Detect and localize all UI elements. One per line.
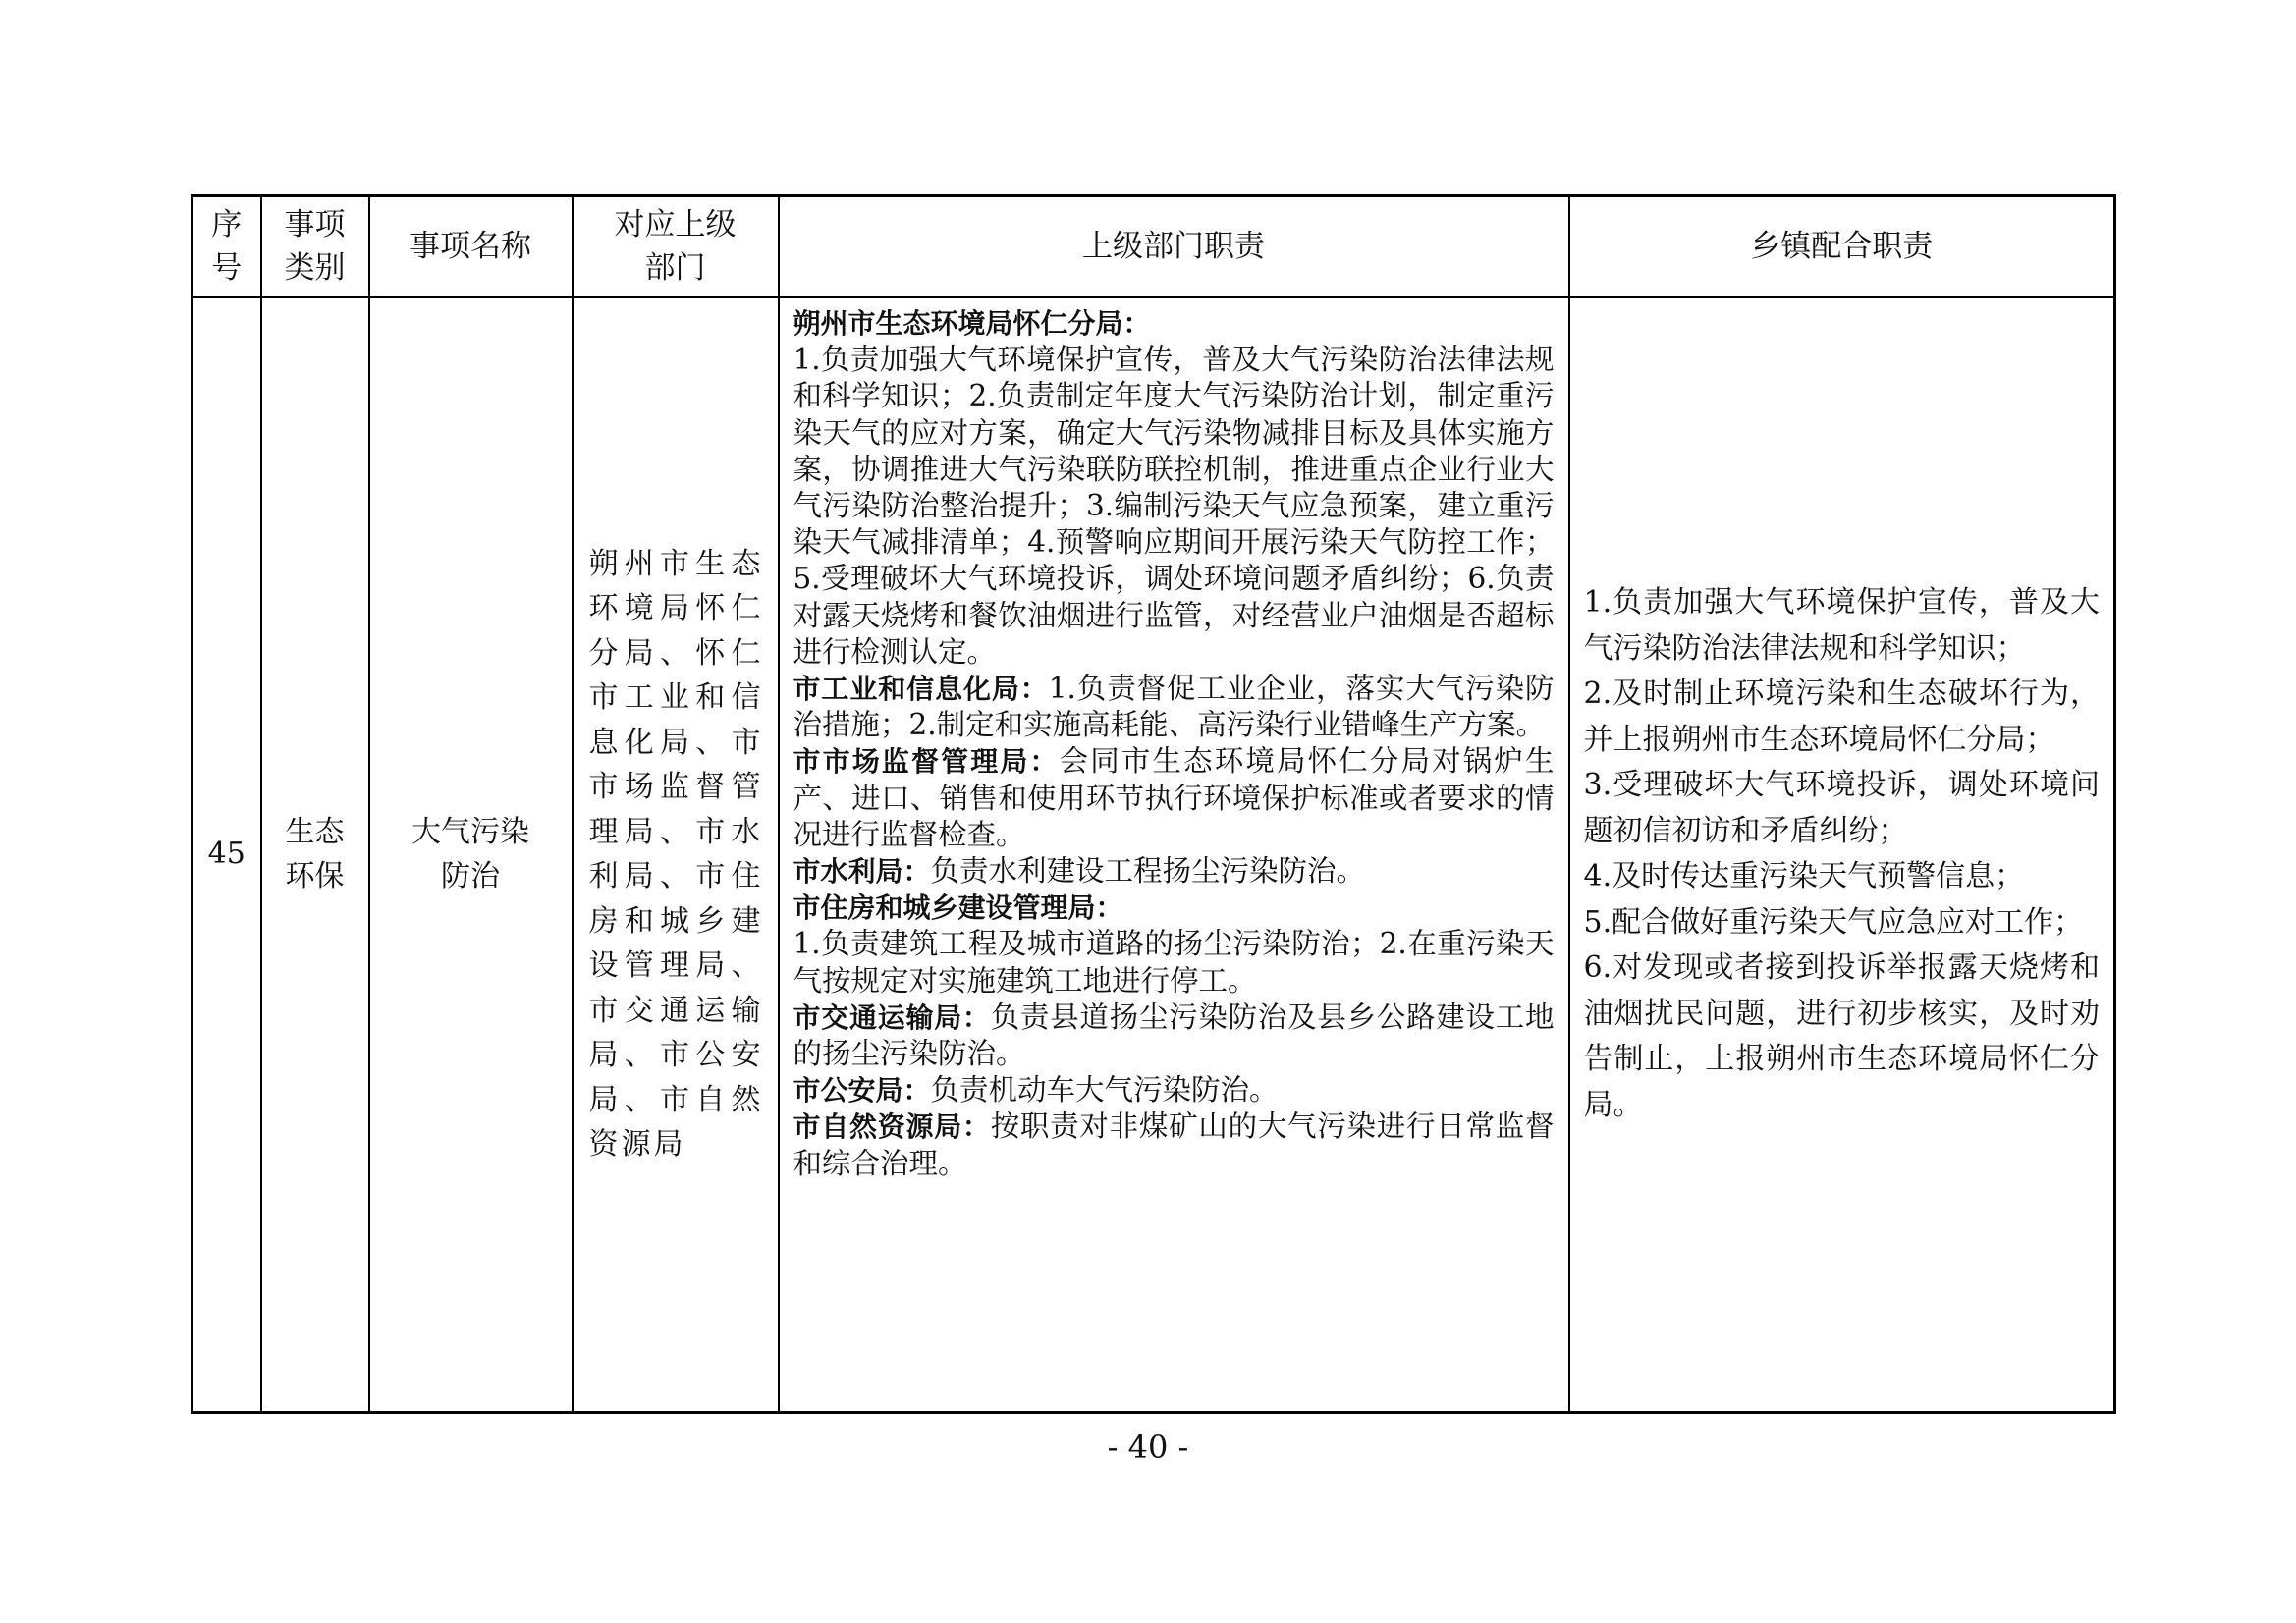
- upper-duty-block: [793, 890, 1555, 1000]
- header-upper-dept: 对应上级部门: [573, 196, 779, 298]
- cell-category: 生态环保: [261, 297, 369, 1413]
- upper-duty-text: 1.负责督促工业企业，落实大气污染防治措施；2.制定和实施高耗能、高污染行业错峰生产方案。: [793, 672, 1555, 742]
- town-duty-item: 3.受理破坏大气环境投诉，调处环境问题初信初访和矛盾纠纷；: [1583, 768, 2100, 848]
- cell-item-name: 大气污染防治: [369, 297, 573, 1413]
- upper-duty-block: [793, 1000, 1555, 1072]
- town-duty-item: 2.及时制止环境污染和生态破坏行为，并上报朔州市生态环境局怀仁分局；: [1583, 676, 2100, 757]
- header-town-duty: 乡镇配合职责: [1569, 196, 2115, 298]
- upper-duty-text: 会同市生态环境局怀仁分局对锅炉生产、进口、销售和使用环节执行环境保护标准或者要求的情况进行监督检查。: [793, 744, 1555, 851]
- duty-table: [191, 194, 2116, 1414]
- upper-duty-text: 负责机动车大气污染防治。: [930, 1073, 1279, 1108]
- town-duty-item: 1.负责加强大气环境保护宣传，普及大气污染防治法律法规和科学知识；: [1583, 585, 2100, 666]
- upper-duty-dept-title: 市公安局：: [793, 1074, 931, 1108]
- upper-duty-block: [793, 305, 1555, 671]
- town-duty-item: 4.及时传达重污染天气预警信息；: [1583, 859, 2025, 893]
- header-row: [192, 196, 2115, 298]
- upper-duty-dept-title: 市水利局：: [793, 855, 931, 889]
- upper-duty-block: [793, 853, 1555, 890]
- town-duty-item: 5.配合做好重污染天气应急应对工作；: [1583, 904, 2084, 940]
- upper-duty-block: [793, 671, 1555, 743]
- cell-upper-duty: [779, 297, 1569, 1413]
- upper-duty-dept-title: 市交通运输局：: [793, 1001, 991, 1034]
- cell-seq: 45: [192, 297, 261, 1413]
- header-category: 事项类别: [261, 196, 369, 298]
- header-upper-duty: 上级部门职责: [779, 196, 1569, 298]
- upper-duty-text: 负责县道扬尘污染防治及县乡公路建设工地的扬尘污染防治。: [793, 1000, 1555, 1071]
- upper-duty-text: 1.负责加强大气环境保护宣传，普及大气污染防治法律法规和科学知识；2.负责制定年度大气污染防治计划，制定重污染天气的应对方案，确定大气污染物减排目标及具体实施方案，协调推进大气污染联防联控机制，推进重点企业行业大气污染防治整治提升；3.编制污染天气应急预案，建立重污染天气减排清单；4.预警响应期间开展污染天气防控工作；5.受理破坏大气环境投诉，调处环境问题矛盾纠纷；6.负责对露天烧烤和餐饮油烟进行监管，对经营业户油烟是否超标进行检测认定。: [793, 343, 1555, 669]
- page-number: - 40 -: [1107, 1429, 1189, 1466]
- upper-duty-dept-title: 市市场监督管理局：: [793, 745, 1060, 779]
- upper-duty-dept-title: 市工业和信息化局：: [793, 673, 1049, 706]
- upper-duty-text: 按职责对非煤矿山的大气污染进行日常监督和综合治理。: [793, 1109, 1555, 1180]
- upper-duty-dept-title: 市住房和城乡建设管理局：: [793, 892, 1123, 925]
- upper-duty-text: 1.负责建筑工程及城市道路的扬尘污染防治；2.在重污染天气按规定对实施建筑工地进行停工。: [793, 927, 1555, 998]
- header-item-name: 事项名称: [369, 196, 573, 298]
- header-seq: 序号: [192, 196, 261, 298]
- upper-duty-dept-title: 朔州市生态环境局怀仁分局：: [793, 307, 1151, 340]
- upper-duty-block: [793, 1072, 1555, 1109]
- cell-town-duty: [1569, 297, 2115, 1413]
- upper-duty-block: [793, 1109, 1555, 1181]
- upper-duty-text: 负责水利建设工程扬尘污染防治。: [930, 854, 1366, 889]
- town-duty-item: 6.对发现或者接到投诉举报露天烧烤和油烟扰民问题，进行初步核实，及时劝告制止，上报朔州市生态环境局怀仁分局。: [1583, 950, 2100, 1122]
- table-row: [192, 297, 2115, 1413]
- upper-duty-dept-title: 市自然资源局：: [793, 1110, 991, 1144]
- cell-upper-dept: 朔州市生态环境局怀仁分局、怀仁市工业和信息化局、市市场监督管理局、市水利局、市住房和城乡建设管理局、市交通运输局、市公安局、市自然资源局: [573, 297, 779, 1413]
- upper-duty-block: [793, 743, 1555, 853]
